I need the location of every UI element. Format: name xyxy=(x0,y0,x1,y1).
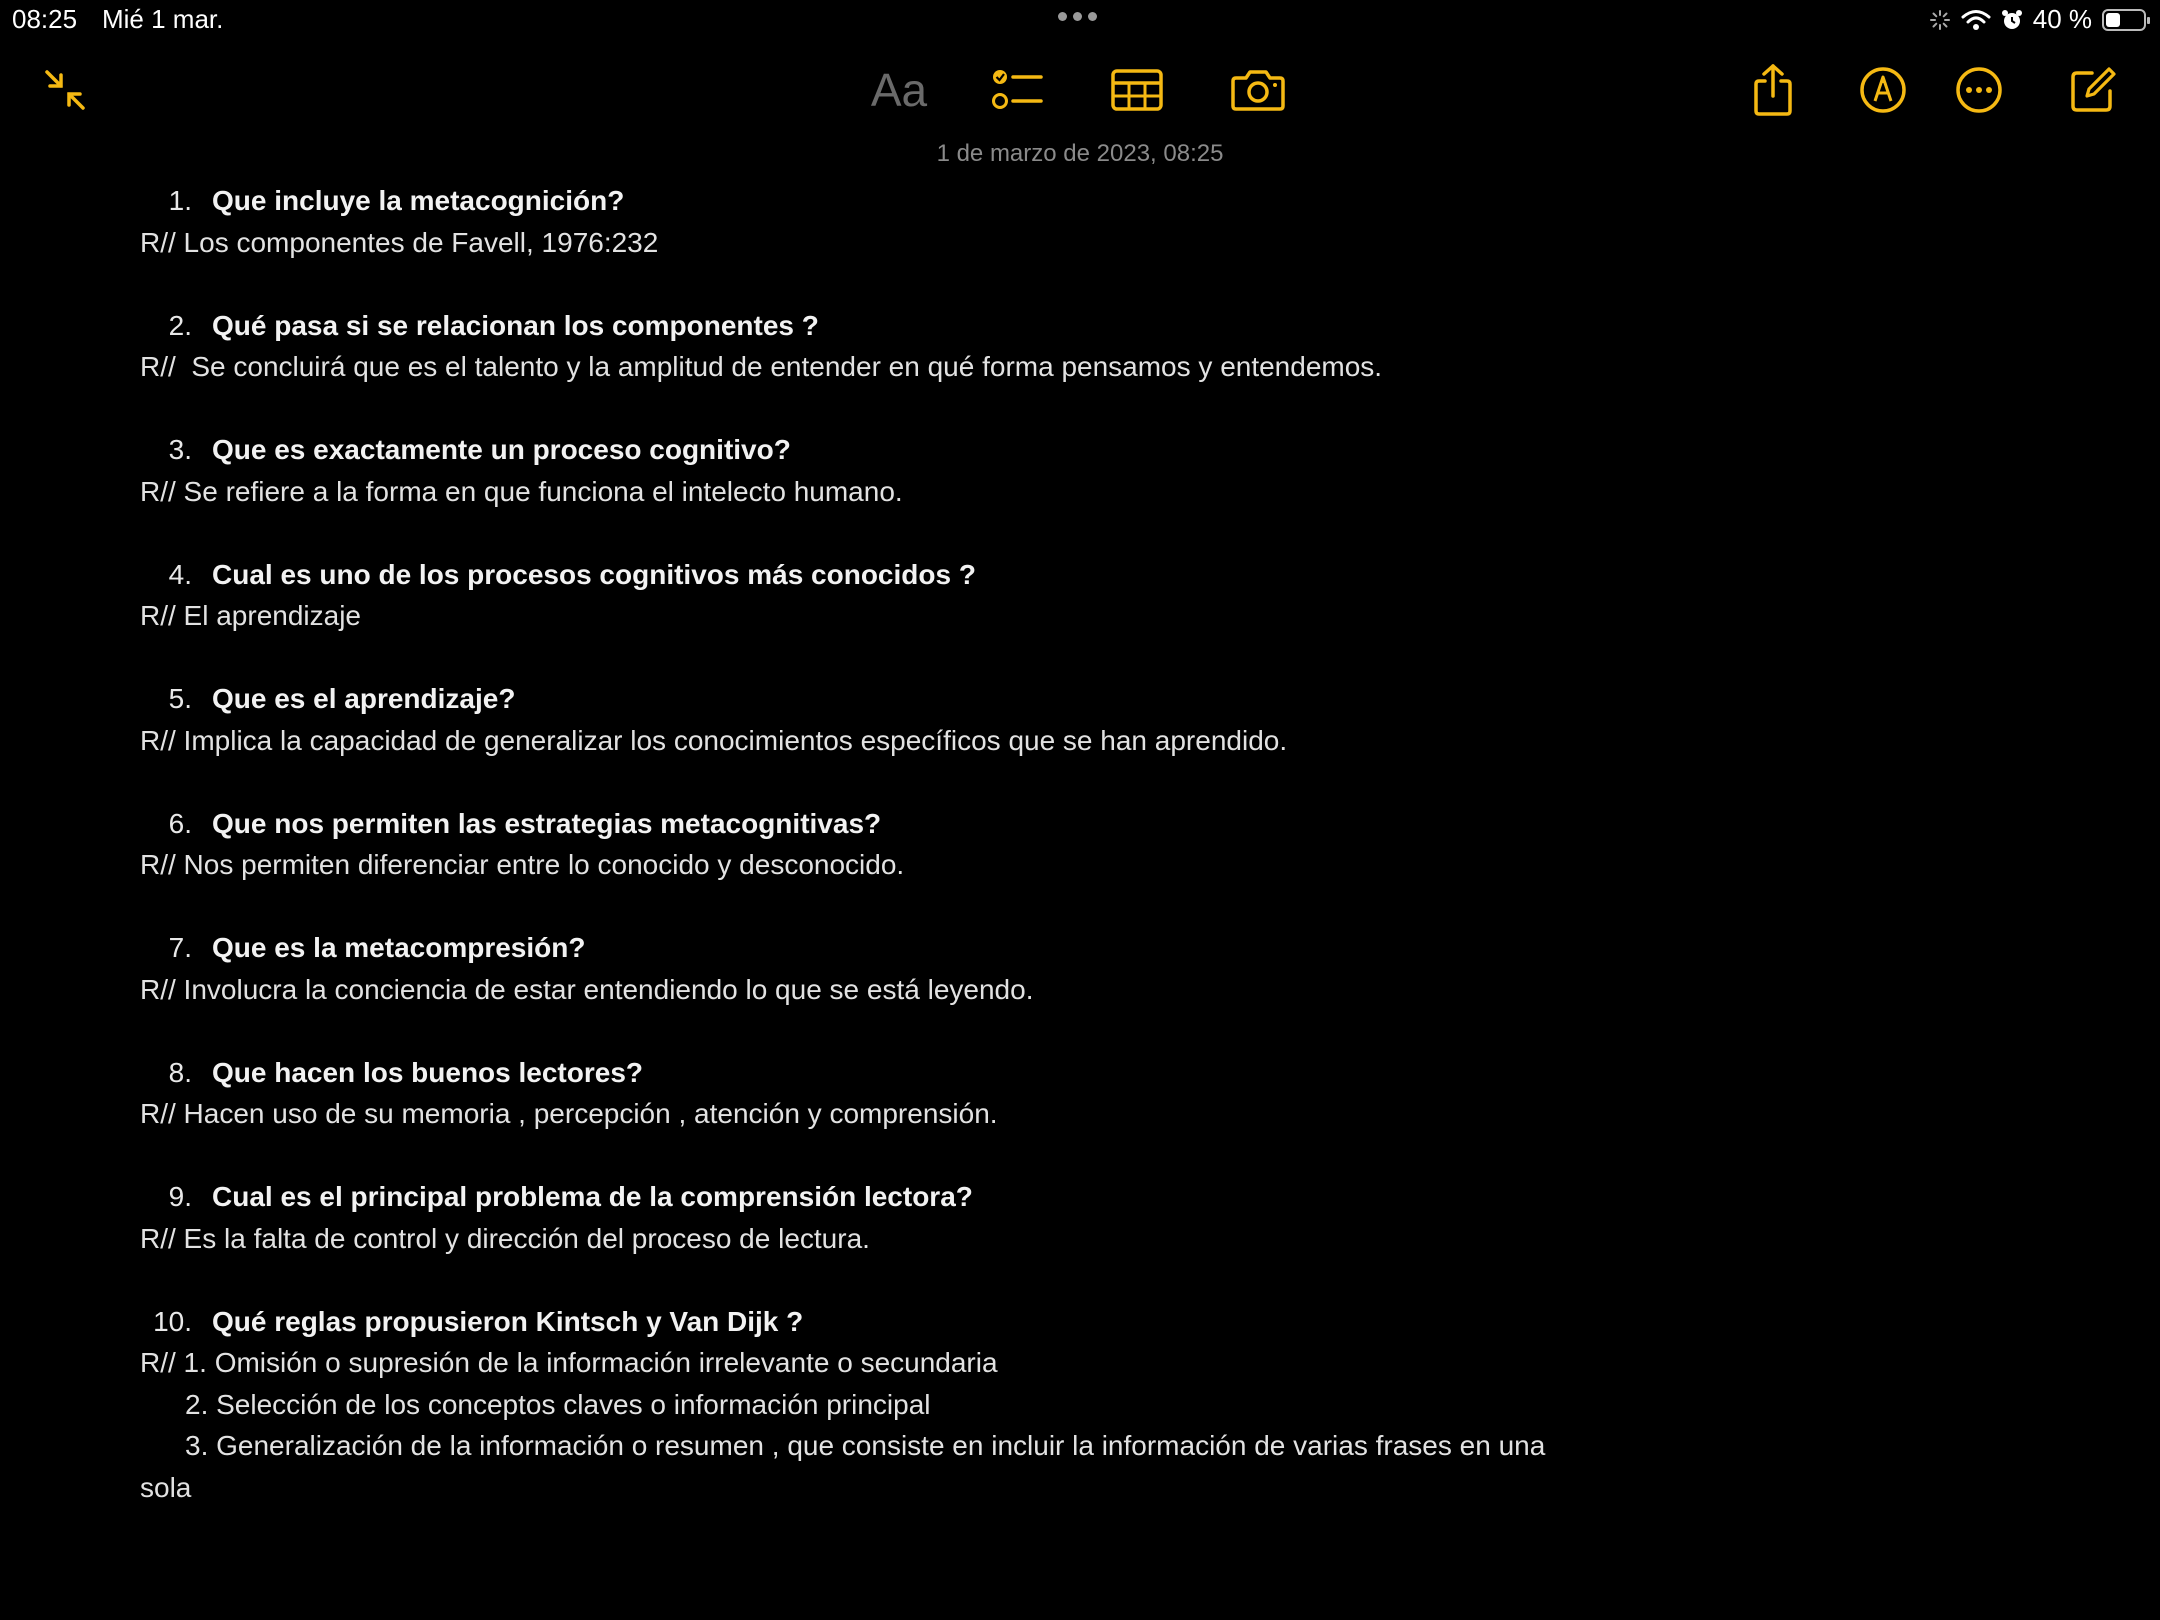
question xyxy=(140,1052,1640,1094)
format-label: Aa xyxy=(870,64,928,116)
answer-sub-item: 2. Selección de los conceptos claves o información principal xyxy=(185,1388,931,1420)
table-button[interactable] xyxy=(1102,55,1172,125)
question-text: Cual es el principal problema de la comprensión lectora? xyxy=(212,1181,973,1212)
markup-button[interactable] xyxy=(1848,55,1918,125)
format-button[interactable] xyxy=(864,55,934,125)
blank-line xyxy=(140,886,1640,928)
question-text: Que nos permiten las estrategias metacognitivas? xyxy=(212,807,882,839)
multitasking-dots-icon[interactable] xyxy=(1058,12,1097,21)
answer: R// Se refiere a la forma en que funciona el intelecto humano. xyxy=(140,475,903,507)
answer: R// Implica la capacidad de generalizar los conocimientos específicos que se han aprendido. xyxy=(140,724,1288,756)
note-body[interactable] xyxy=(140,180,1640,1508)
status-time: 08:25 xyxy=(12,4,78,34)
question xyxy=(140,429,1640,471)
question-number: 6. xyxy=(168,807,192,839)
blank-line xyxy=(140,1135,1640,1177)
blank-line xyxy=(140,637,1640,679)
wifi-icon xyxy=(1961,9,1991,31)
question xyxy=(140,803,1640,845)
share-button[interactable] xyxy=(1738,55,1808,125)
collapse-icon xyxy=(41,66,89,114)
question xyxy=(140,678,1640,720)
question xyxy=(140,1301,1640,1343)
checklist-icon xyxy=(991,65,1045,115)
compose-button[interactable] xyxy=(2058,55,2128,125)
question xyxy=(140,554,1640,596)
question-number: 9. xyxy=(168,1181,192,1212)
checklist-button[interactable] xyxy=(983,55,1053,125)
more-button[interactable] xyxy=(1944,55,2014,125)
alarm-icon xyxy=(2001,9,2023,31)
question-number: 2. xyxy=(168,309,192,341)
compose-icon xyxy=(2068,65,2118,115)
blank-line xyxy=(140,1010,1640,1052)
question xyxy=(140,305,1640,347)
answer: R// El aprendizaje xyxy=(140,600,362,631)
camera-button[interactable] xyxy=(1223,55,1293,125)
blank-line xyxy=(140,512,1640,554)
question-text: Que incluye la metacognición? xyxy=(212,185,625,216)
question-text: Cual es uno de los procesos cognitivos más conocidos ? xyxy=(212,558,976,590)
answer: R// Hacen uso de su memoria , percepción , atención y comprensión. xyxy=(140,1098,998,1129)
question xyxy=(140,927,1640,969)
question-number: 1. xyxy=(168,185,192,216)
question-text: Qué pasa si se relacionan los componentes ? xyxy=(212,309,819,341)
question-text: Qué reglas propusieron Kintsch y Van Dijk ? xyxy=(212,1305,804,1337)
question-number: 4. xyxy=(168,558,192,590)
answer: R// Los componentes de Favell, 1976:232 xyxy=(140,226,659,258)
question xyxy=(140,1176,1640,1218)
question-text: Que es el aprendizaje? xyxy=(212,683,516,714)
battery-icon xyxy=(2102,9,2146,31)
note-date: 1 de marzo de 2023, 08:25 xyxy=(936,140,1224,167)
answer-continuation: sola xyxy=(140,1471,192,1503)
table-icon xyxy=(1110,68,1164,112)
question-number: 5. xyxy=(168,683,192,714)
question xyxy=(140,180,1640,222)
question-text: Que es exactamente un proceso cognitivo? xyxy=(212,434,791,465)
question-number: 8. xyxy=(168,1056,192,1088)
question-text: Que es la metacompresión? xyxy=(212,932,586,963)
answer-sub-item: 3. Generalización de la información o resumen , que consiste en incluir la información de varias frases en una xyxy=(185,1430,1546,1461)
blank-line xyxy=(140,761,1640,803)
share-icon xyxy=(1751,63,1795,117)
answer: R// 1. Omisión o supresión de la información irrelevante o secundaria xyxy=(140,1347,998,1378)
markup-icon xyxy=(1858,65,1908,115)
collapse-button[interactable] xyxy=(30,55,100,125)
battery-percent: 40 % xyxy=(2032,4,2092,34)
question-number: 3. xyxy=(168,434,192,465)
toolbar xyxy=(0,55,2160,125)
status-bar xyxy=(0,0,2160,40)
status-date: Mié 1 mar. xyxy=(102,4,224,34)
answer: R// Se concluirá que es el talento y la amplitud de entender en qué forma pensamos y entendemos. xyxy=(140,351,1383,382)
loading-icon xyxy=(1929,9,1951,31)
answer: R// Involucra la conciencia de estar entendiendo lo que se está leyendo. xyxy=(140,973,1034,1005)
more-icon xyxy=(1954,65,2004,115)
blank-line xyxy=(140,388,1640,430)
blank-line xyxy=(140,263,1640,305)
blank-line xyxy=(140,1259,1640,1301)
question-text: Que hacen los buenos lectores? xyxy=(212,1056,644,1088)
answer: R// Es la falta de control y dirección del proceso de lectura. xyxy=(140,1222,870,1254)
status-indicators xyxy=(1929,4,2146,35)
question-number: 7. xyxy=(168,932,192,963)
question-number: 10. xyxy=(153,1305,192,1337)
answer: R// Nos permiten diferenciar entre lo conocido y desconocido. xyxy=(140,849,905,880)
camera-icon xyxy=(1230,68,1286,112)
